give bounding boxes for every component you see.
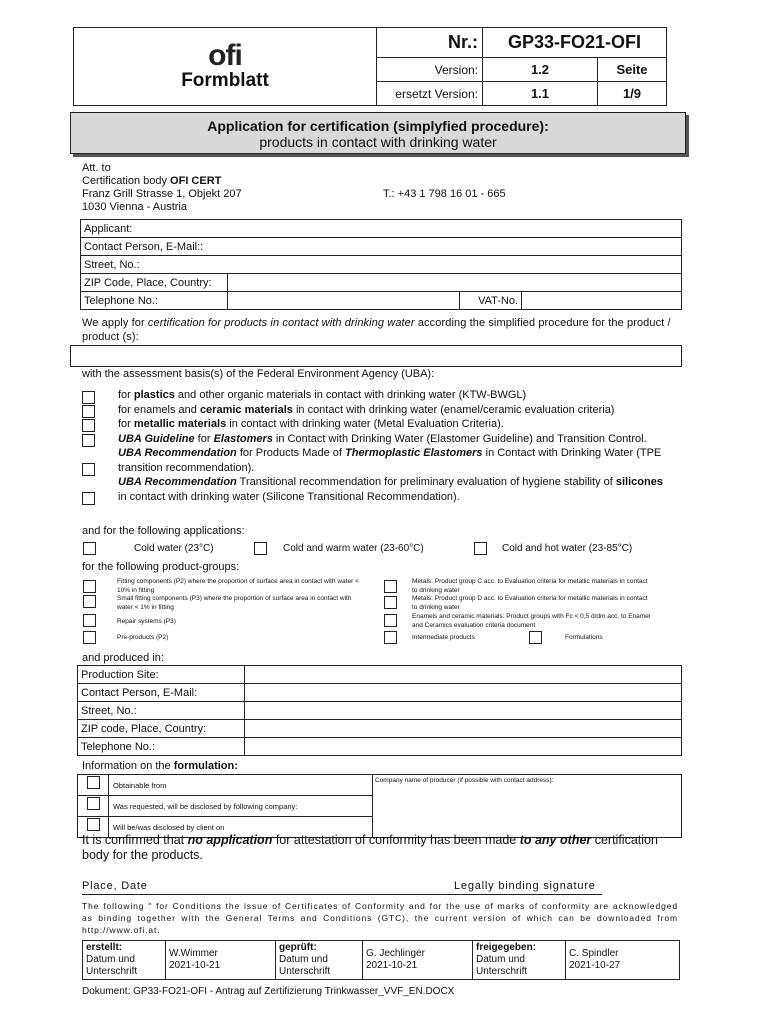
- basis-list: [82, 388, 672, 504]
- title-box: [70, 112, 686, 154]
- created-sign: W.Wimmer 2021-10-21: [166, 941, 276, 980]
- applications-heading: and for the following applications:: [82, 525, 245, 537]
- hot-water-label: Cold and hot water (23-85°C): [502, 543, 633, 554]
- address-block: [82, 162, 682, 214]
- applicant-table: [80, 219, 682, 310]
- basis-silicone: UBA Recommendation Transitional recommendation for preliminary evaluation of hygiene stability of silicones in contact with drinking water (Silicone Transitional Recommendation).: [118, 476, 663, 503]
- basis-metal: for metallic materials in contact with drinking water (Metal Evaluation Criteria).: [118, 418, 504, 430]
- page-value: 1/9: [598, 82, 667, 106]
- company-field[interactable]: [373, 775, 682, 838]
- nr-label: Nr.:: [377, 28, 483, 58]
- basis-plastics-checkbox[interactable]: [82, 391, 95, 404]
- production-telephone-field[interactable]: [245, 738, 682, 756]
- enamels-label: Enamels and ceramic materials: Product groups with Fc < 0,5 d/dm acc. to Enamel and Ceramics evaluation criteria document: [412, 613, 651, 629]
- telephone-label: Telephone No.:: [81, 292, 228, 310]
- att-to: Att. to: [82, 162, 111, 174]
- production-contact-label: Contact Person, E-Mail:: [78, 684, 245, 702]
- small-fitting-checkbox[interactable]: [83, 595, 96, 608]
- confirmation-text: It is confirmed that no application for attestation of conformity has been made to any other certification body for the products.: [82, 833, 658, 862]
- approval-table: [82, 940, 680, 980]
- obtainable-label: Obtainable from: [109, 775, 373, 796]
- basis-tpe: UBA Recommendation for Products Made of Thermoplastic Elastomers in Contact with Drinking Water (TPE transition recommendation).: [118, 447, 662, 474]
- signature-line: [82, 894, 602, 895]
- metals-label: Metals: Product group C acc. to Evaluation criteria for metallic materials in contact to drinking water Metals: Product group D acc. to Evaluation criteria for metallic materials in contact to drinking water: [412, 578, 648, 611]
- preproducts-checkbox[interactable]: [83, 631, 96, 644]
- cold-water-label: Cold water (23°C): [134, 543, 214, 554]
- version-label: Version:: [377, 58, 483, 82]
- created-cell: erstellt: Datum und Unterschrift: [83, 941, 166, 980]
- disclosed-checkbox[interactable]: [87, 818, 100, 831]
- groups-heading: for the following product-groups:: [82, 561, 240, 573]
- repair-label: Repair systems (P3): [117, 618, 176, 625]
- formulations-checkbox[interactable]: [529, 631, 542, 644]
- preproducts-label: Pre-products (P2): [117, 634, 169, 641]
- document-name: Dokument: GP33-FO21-OFI - Antrag auf Zertifizierung Trinkwasser_VVF_EN.DOCX: [82, 986, 455, 997]
- production-zip-label: ZIP code, Place, Country:: [78, 720, 245, 738]
- intermediate-label: Intermediate products: [412, 634, 475, 641]
- repair-checkbox[interactable]: [83, 614, 96, 627]
- checked-sign: G. Jechlinger 2021-10-21: [363, 941, 473, 980]
- hot-water-checkbox[interactable]: [474, 542, 487, 555]
- address-phone: T.: +43 1 798 16 01 - 665: [383, 188, 506, 200]
- released-sign: C. Spindler 2021-10-27: [566, 941, 680, 980]
- metals-d-checkbox[interactable]: [384, 596, 397, 609]
- cert-body: Certification body OFI CERT: [82, 175, 222, 187]
- production-table: [77, 665, 682, 756]
- title-sub: products in contact with drinking water: [259, 134, 497, 150]
- basis-ceramic-checkbox[interactable]: [82, 405, 95, 418]
- cold-water-checkbox[interactable]: [83, 542, 96, 555]
- obtainable-checkbox[interactable]: [87, 776, 100, 789]
- zip-field[interactable]: [228, 274, 682, 292]
- apply-text: We apply for certification for products in contact with drinking water according the simplified procedure for the product / product (s):: [82, 317, 671, 343]
- page-label: Seite: [598, 58, 667, 82]
- basis-silicone-checkbox[interactable]: [82, 492, 95, 505]
- title-main: Application for certification (simplyfied procedure):: [207, 118, 549, 134]
- basis-elastomer-checkbox[interactable]: [82, 434, 95, 447]
- fitting-label: Fitting components (P2) where the proportion of surface area in contact with water < 10% in fitting Small fitting components (P3) where the proportion of surface area in contact with water < 1% in fitting: [117, 578, 359, 611]
- basis-metal-checkbox[interactable]: [82, 419, 95, 432]
- form-title: Formblatt: [181, 69, 269, 91]
- applicant-field[interactable]: Applicant:: [81, 220, 682, 238]
- street-field[interactable]: Street, No.:: [81, 256, 682, 274]
- header-table: [73, 27, 667, 106]
- basis-heading: with the assessment basis(s) of the Federal Environment Agency (UBA):: [82, 368, 435, 380]
- replaced-value: 1.1: [483, 82, 598, 106]
- place-date-label: Place, Date: [82, 880, 148, 892]
- contact-field[interactable]: Contact Person, E-Mail::: [81, 238, 682, 256]
- ofi-logo: ofi: [208, 38, 242, 72]
- address-city: 1030 Vienna - Austria: [82, 201, 187, 213]
- basis-plastics: for plastics and other organic materials in contact with drinking water (KTW-BWGL): [118, 389, 527, 401]
- released-cell: freigegeben: Datum und Unterschrift: [473, 941, 566, 980]
- product-input[interactable]: [70, 345, 682, 367]
- conditions-text: The following " for Conditions the issue of Certificates of Conformity and for the use of marks of conformity are acknowledged as binding together with the General Terms and Conditions (GTC), the current version of which can be downloaded from http://www.ofi.at.: [82, 901, 678, 935]
- production-zip-field[interactable]: [245, 720, 682, 738]
- company-label: Company name of producer (if possible with contact address):: [375, 777, 554, 784]
- legal-signature-label: Legally binding signature: [454, 880, 596, 892]
- requested-label: Was requested, will be disclosed by following company:: [109, 796, 373, 817]
- enamels-checkbox[interactable]: [384, 614, 397, 627]
- production-site-field[interactable]: [245, 666, 682, 684]
- logo-cell: [74, 28, 377, 106]
- production-street-label: Street, No.:: [78, 702, 245, 720]
- fitting-checkbox[interactable]: [83, 580, 96, 593]
- production-site-label: Production Site:: [78, 666, 245, 684]
- intermediate-checkbox[interactable]: [384, 631, 397, 644]
- production-street-field[interactable]: [245, 702, 682, 720]
- warm-water-checkbox[interactable]: [254, 542, 267, 555]
- disclosed-label: Will be/was disclosed by client on: [109, 817, 373, 838]
- production-contact-field[interactable]: [245, 684, 682, 702]
- address-street: Franz Grill Strasse 1, Objekt 207 T.: +43 1 798 16 01 - 665: [82, 188, 506, 200]
- metals-c-checkbox[interactable]: [384, 580, 397, 593]
- formulations-label: Formulations: [565, 634, 603, 641]
- vat-label: VAT-No.: [460, 292, 522, 310]
- vat-field[interactable]: [522, 292, 682, 310]
- telephone-field[interactable]: [228, 292, 460, 310]
- nr-value: GP33-FO21-OFI: [483, 28, 667, 58]
- replaced-label: ersetzt Version:: [377, 82, 483, 106]
- zip-label: ZIP Code, Place, Country:: [81, 274, 228, 292]
- formulation-table: [77, 774, 682, 838]
- formulation-heading: Information on the formulation:: [82, 760, 238, 772]
- version-value: 1.2: [483, 58, 598, 82]
- basis-elastomer: UBA Guideline for Elastomers in Contact with Drinking Water (Elastomer Guideline) and Transition Control.: [118, 432, 647, 445]
- basis-tpe-checkbox[interactable]: [82, 463, 95, 476]
- production-heading: and produced in:: [82, 652, 164, 664]
- warm-water-label: Cold and warm water (23-60°C): [283, 543, 424, 554]
- production-telephone-label: Telephone No.:: [78, 738, 245, 756]
- basis-ceramic: for enamels and ceramic materials in contact with drinking water (enamel/ceramic evaluation criteria): [118, 403, 615, 416]
- requested-checkbox[interactable]: [87, 797, 100, 810]
- checked-cell: geprüft: Datum und Unterschrift: [276, 941, 363, 980]
